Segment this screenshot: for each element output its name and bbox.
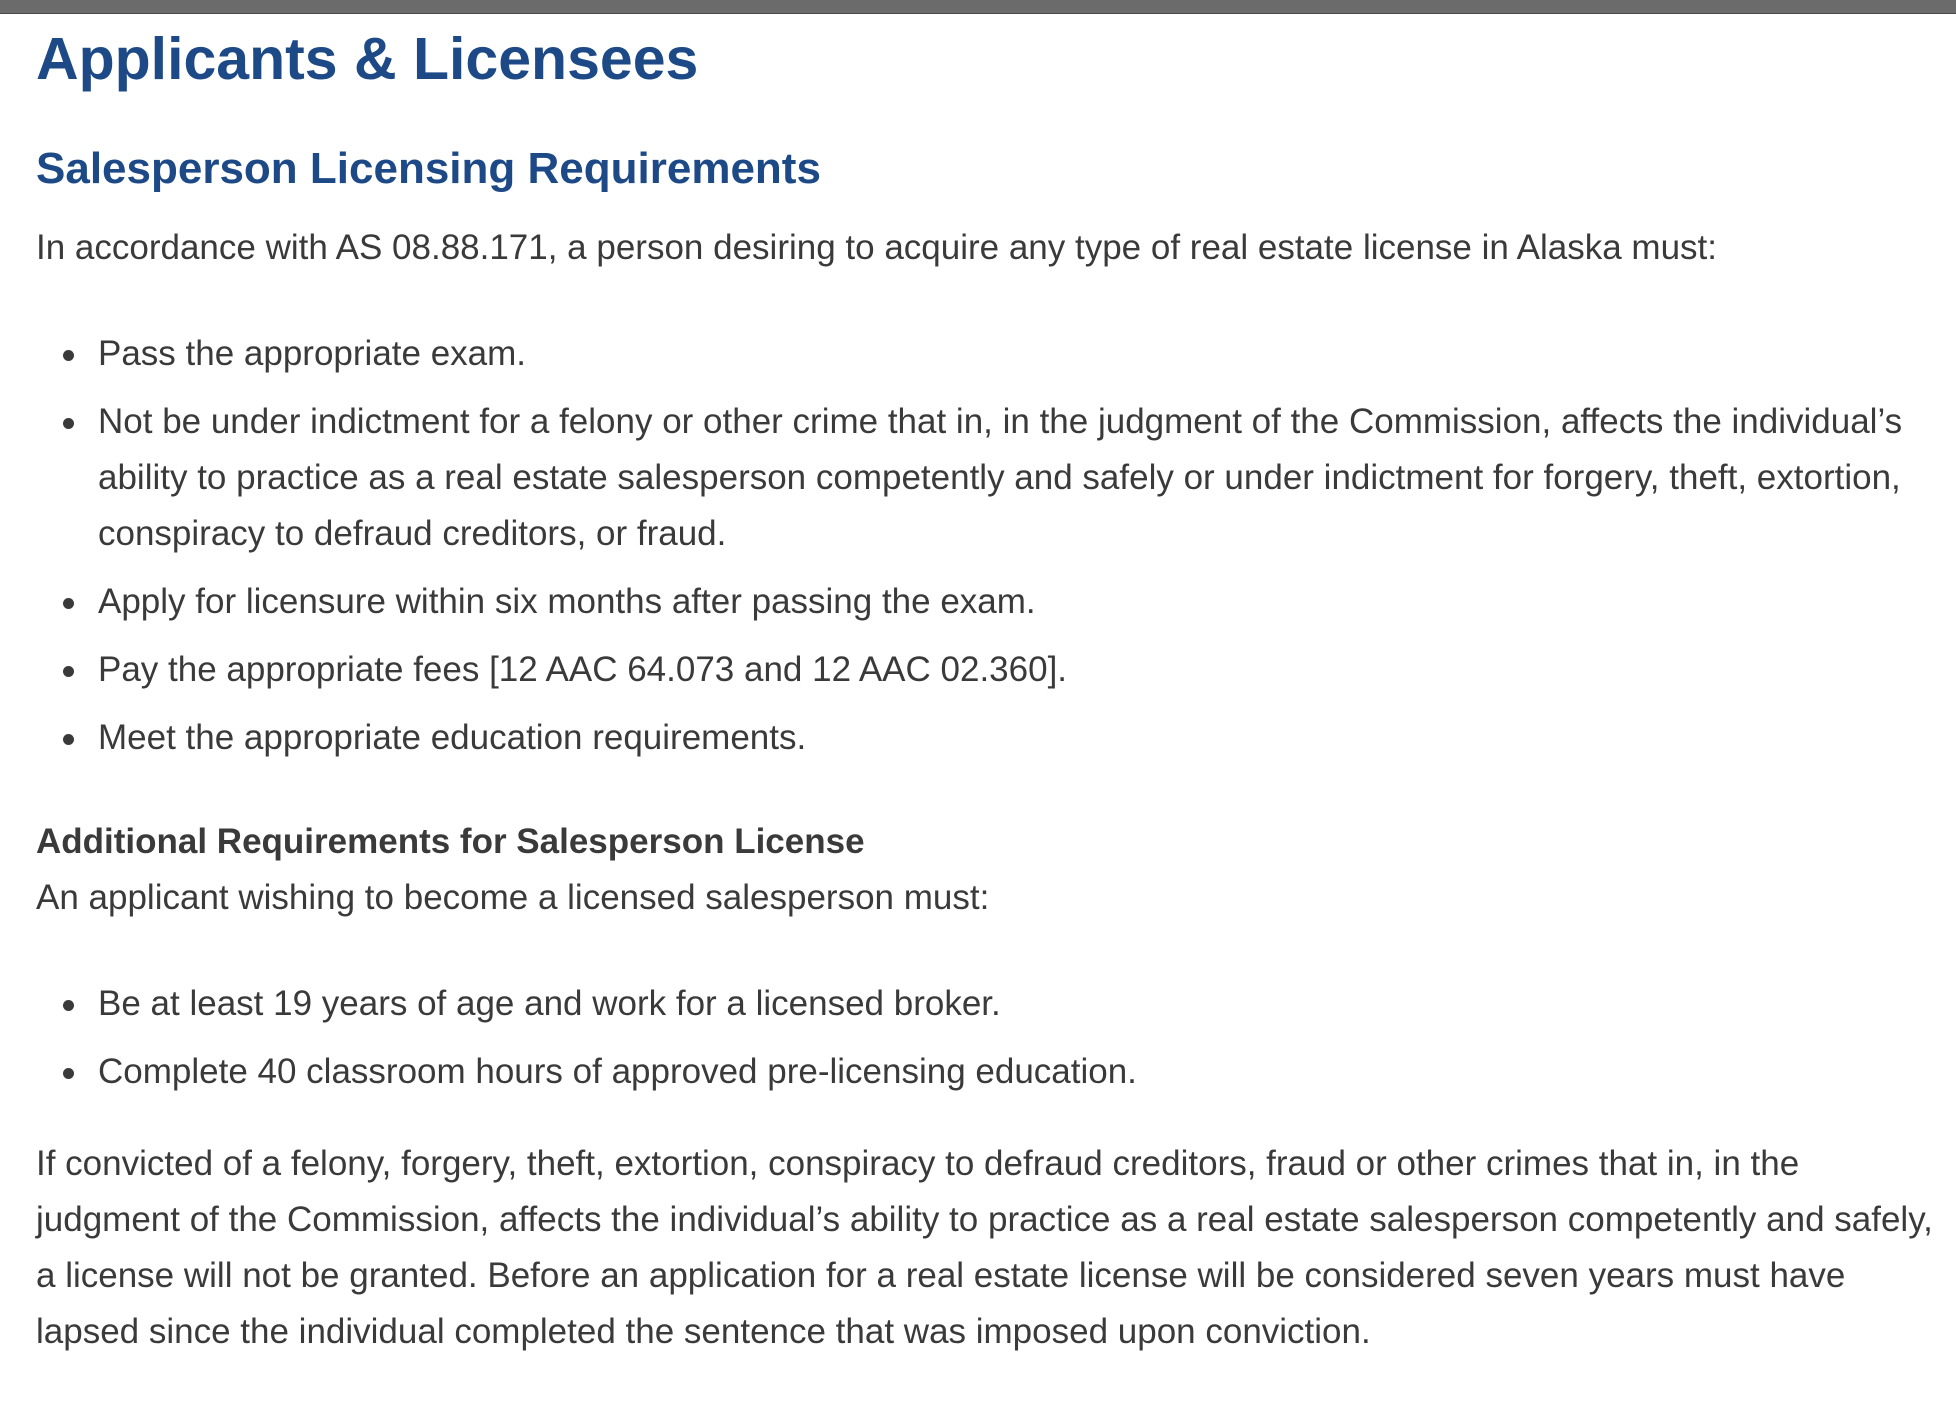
top-bar bbox=[0, 0, 1956, 14]
intro-paragraph: In accordance with AS 08.88.171, a person desiring to acquire any type of real estate license in Alaska must: bbox=[36, 228, 1717, 267]
conviction-paragraph: If convicted of a felony, forgery, theft, extortion, conspiracy to defraud creditors, fraud or other crimes that in, in the judgment of the Commission, affects the individual’s ability to practice as a real estate salesperson competently and safely, a license will not be granted. Before an application for a real estate license will be considered seven years must have lapsed since the individual completed the sentence that was imposed upon conviction. bbox=[36, 1144, 1933, 1351]
section-title: Salesperson Licensing Requirements bbox=[36, 144, 821, 193]
list-item: Not be under indictment for a felony or other crime that in, in the judgment of the Commission, affects the individual’s ability to practice as a real estate salesperson competently and safely or under indictment for forgery, theft, extortion, conspiracy to defraud creditors, or fraud. bbox=[98, 394, 1936, 562]
additional-list bbox=[36, 976, 1936, 1100]
additional-intro: An applicant wishing to become a licensed salesperson must: bbox=[36, 878, 990, 917]
list-item: Apply for licensure within six months after passing the exam. bbox=[98, 574, 1936, 630]
page-title: Applicants & Licensees bbox=[36, 26, 699, 92]
requirements-list bbox=[36, 326, 1936, 766]
additional-heading: Additional Requirements for Salesperson License bbox=[36, 822, 865, 861]
list-item: Pay the appropriate fees [12 AAC 64.073 and 12 AAC 02.360]. bbox=[98, 642, 1936, 698]
list-item: Pass the appropriate exam. bbox=[98, 326, 1936, 382]
list-item: Complete 40 classroom hours of approved pre-licensing education. bbox=[98, 1044, 1936, 1100]
list-item: Be at least 19 years of age and work for a licensed broker. bbox=[98, 976, 1936, 1032]
main-content bbox=[36, 24, 1936, 1360]
list-item: Meet the appropriate education requirements. bbox=[98, 710, 1936, 766]
